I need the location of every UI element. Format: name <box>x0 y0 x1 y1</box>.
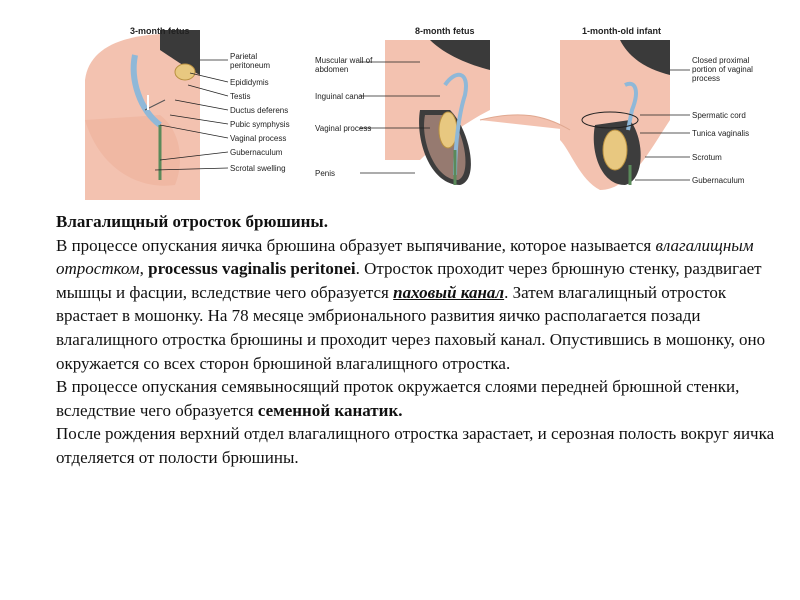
label-closed-proximal-portion: Closed proximal portion of vaginal process <box>692 56 753 83</box>
panel-title-2: 8-month fetus <box>415 26 475 36</box>
heading: Влагалищный отросток брюшины. <box>56 212 328 231</box>
label-gubernaculum-3: Gubernaculum <box>692 176 745 185</box>
p1-text-c: . Отросток проходит через брюшную стенку, раздвигает мышцы и фасции, вследствие чего образуется <box>56 259 762 302</box>
p1-text-a: В процессе опускания яичка брюшина образует выпячивание, которое называется <box>56 235 656 255</box>
label-scrotal-swelling: Scrotal swelling <box>230 164 286 173</box>
label-inguinal-canal: Inguinal canal <box>315 92 365 101</box>
anatomy-illustrations <box>0 0 800 200</box>
description-text <box>56 210 776 470</box>
label-penis: Penis <box>315 169 336 178</box>
p2-text-a: В процессе опускания семявыносящий проток окружается слоями передней брюшной стенки, вследствие чего образуется <box>56 377 740 420</box>
label-epididymis: Epididymis <box>230 78 269 87</box>
label-vaginal-process-2: Vaginal process <box>315 124 372 133</box>
label-scrotum: Scrotum <box>692 153 722 162</box>
label-gubernaculum-1: Gubernaculum <box>230 148 283 157</box>
anatomy-figure <box>0 0 800 200</box>
label-ductus-deferens: Ductus deferens <box>230 106 289 115</box>
paragraph-1 <box>56 234 776 376</box>
label-muscular-wall: Muscular wall of abdomen <box>315 56 373 74</box>
panel-title-1: 3-month fetus <box>130 26 190 36</box>
panel-title-3: 1-month-old infant <box>582 26 661 36</box>
label-pubic-symphysis: Pubic symphysis <box>230 120 290 129</box>
label-tunica-vaginalis: Tunica vaginalis <box>692 129 750 138</box>
paragraph-3: После рождения верхний отдел влагалищного отростка зарастает, и серозная полость вокруг яичка отделяется от полости брюшины. <box>56 424 775 467</box>
term-spermatic-cord: семенной канатик. <box>257 400 403 420</box>
label-spermatic-cord: Spermatic cord <box>692 111 746 120</box>
term-processus-vaginalis: processus vaginalis peritonei <box>148 259 356 279</box>
p1-text-d: . Затем влагалищный отросток врастает в мошонку. На 78 месяце эмбрионального развития яичко располагается позади влагалищного отростка брюшины и проходит через паховый канал. Опустившись в мошонку, оно окружается со всех сторон брюшиной влагалищного отростка. <box>56 282 766 373</box>
label-vaginal-process-1: Vaginal process <box>230 134 287 143</box>
label-testis: Testis <box>230 92 251 101</box>
panel-3-month-fetus-drawing <box>85 30 200 200</box>
term-vaginal-process-ru: влагалищным отростком <box>56 235 754 279</box>
term-inguinal-canal: паховый канал <box>393 282 505 302</box>
label-parietal-peritoneum: Parietal peritoneum <box>230 52 271 70</box>
paragraph-2 <box>56 375 776 422</box>
p1-text-b: , <box>139 259 149 279</box>
